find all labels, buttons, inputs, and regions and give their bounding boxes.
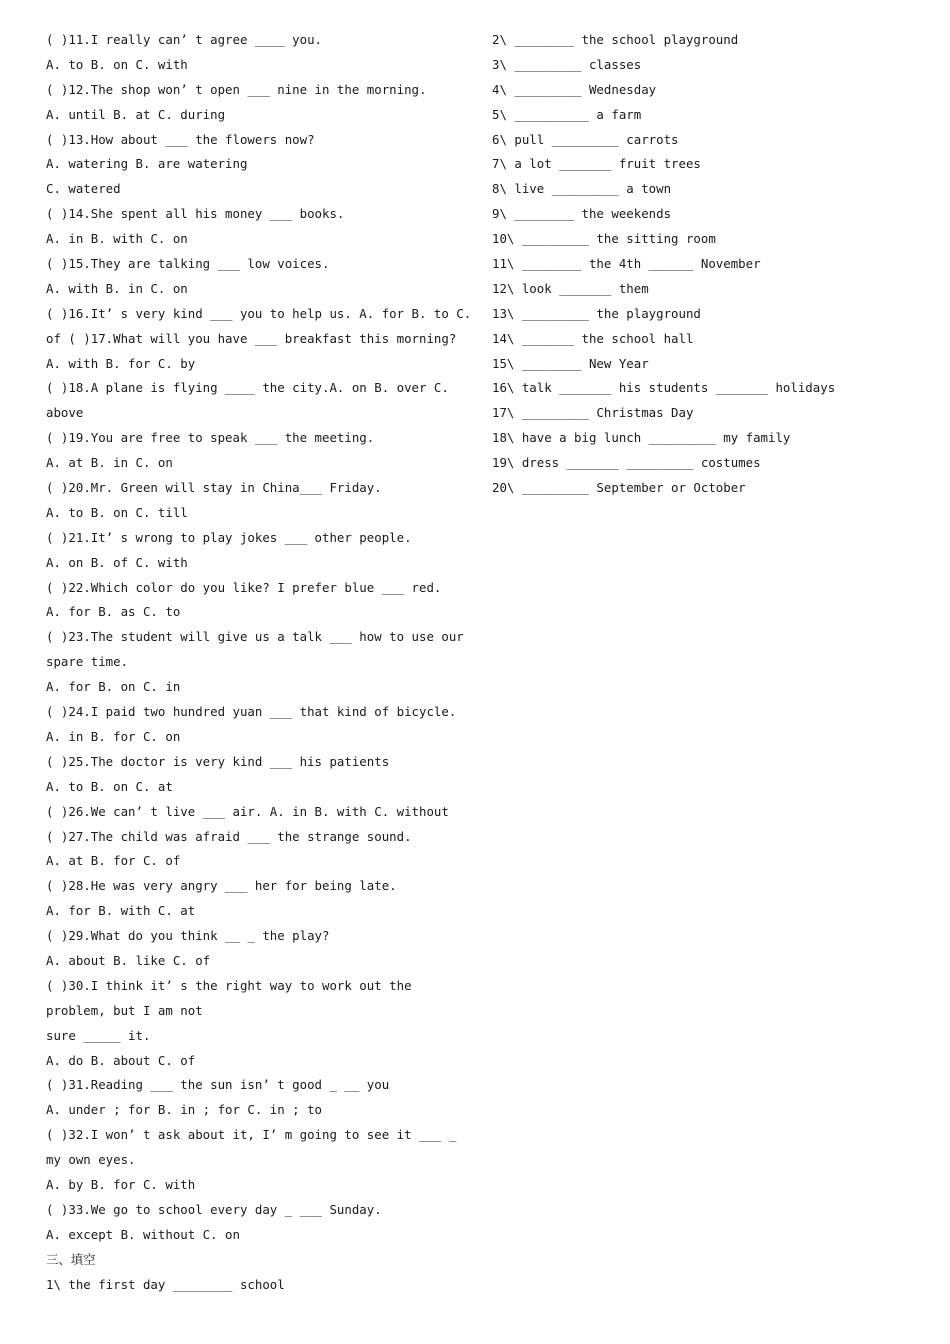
left-column-line-23: ( )22.Which color do you like? I prefer blue ___ red.	[46, 579, 442, 595]
right-column-line-8: 9\ ________ the weekends	[492, 206, 672, 222]
right-column-line-5: 6\ pull _________ carrots	[492, 131, 679, 147]
right-column-line-15: 16\ talk _______ his students _______ holidays	[492, 380, 836, 396]
left-column-line-32: ( )26.We can’ t live ___ air. A. in B. with C. without	[46, 803, 449, 819]
right-column-line-6: 7\ a lot _______ fruit trees	[492, 156, 701, 172]
left-column-line-2: A. to B. on C. with	[46, 56, 188, 72]
left-column-line-44: A. under ; for B. in ; for C. in ; to	[46, 1102, 323, 1118]
left-column-line-6: A. watering B. are watering	[46, 156, 248, 172]
left-column-line-34: A. at B. for C. of	[46, 853, 181, 869]
left-column-line-46: my own eyes.	[46, 1152, 136, 1168]
left-column-line-11: A. with B. in C. on	[46, 280, 188, 296]
right-column-line-18: 19\ dress _______ _________ costumes	[492, 455, 761, 471]
left-column-line-1: ( )11.I really can’ t agree ____ you.	[46, 32, 323, 47]
left-column-line-33: ( )27.The child was afraid ___ the strange sound.	[46, 828, 412, 844]
right-column-line-3: 4\ _________ Wednesday	[492, 81, 657, 97]
left-column	[46, 28, 472, 1297]
left-column-line-15: ( )18.A plane is flying ____ the city.A. on B. over C.	[46, 380, 449, 396]
left-column-line-35: ( )28.He was very angry ___ her for being late.	[46, 878, 397, 894]
left-column-line-40: problem, but I am not	[46, 1002, 203, 1018]
left-column-line-49: A. except B. without C. on	[46, 1226, 240, 1242]
left-column-line-16: above	[46, 405, 84, 421]
left-column-line-42: A. do B. about C. of	[46, 1052, 196, 1068]
left-column-line-43: ( )31.Reading ___ the sun isn’ t good _ __ you	[46, 1077, 390, 1093]
left-column-line-36: A. for B. with C. at	[46, 903, 196, 919]
right-column-line-9: 10\ _________ the sitting room	[492, 231, 716, 247]
left-column-line-3: ( )12.The shop won’ t open ___ nine in the morning.	[46, 81, 427, 97]
left-column-line-30: ( )25.The doctor is very kind ___ his patients	[46, 753, 390, 769]
right-column-line-1: 2\ ________ the school playground	[492, 32, 739, 47]
left-column-line-25: ( )23.The student will give us a talk ___ how to use our	[46, 629, 464, 645]
left-column-line-27: A. for B. on C. in	[46, 679, 181, 695]
left-column-line-19: ( )20.Mr. Green will stay in China___ Friday.	[46, 480, 382, 496]
right-column-line-10: 11\ ________ the 4th ______ November	[492, 256, 761, 272]
left-column-line-24: A. for B. as C. to	[46, 604, 181, 620]
right-column-line-14: 15\ ________ New Year	[492, 355, 649, 371]
left-column-line-7: C. watered	[46, 181, 121, 197]
left-column-line-26: spare time.	[46, 654, 129, 670]
right-column-line-11: 12\ look _______ them	[492, 280, 649, 296]
left-column-line-17: ( )19.You are free to speak ___ the meeting.	[46, 430, 375, 446]
left-column-line-5: ( )13.How about ___ the flowers now?	[46, 131, 315, 147]
right-column-line-4: 5\ __________ a farm	[492, 106, 642, 122]
left-column-line-31: A. to B. on C. at	[46, 778, 173, 794]
left-column-line-37: ( )29.What do you think __ _ the play?	[46, 928, 330, 944]
right-column-line-2: 3\ _________ classes	[492, 56, 642, 72]
right-column-line-17: 18\ have a big lunch _________ my family	[492, 430, 791, 446]
right-column-line-13: 14\ _______ the school hall	[492, 330, 694, 346]
left-column-line-50: 三、填空	[46, 1251, 96, 1267]
right-column-line-12: 13\ _________ the playground	[492, 305, 701, 321]
left-column-line-8: ( )14.She spent all his money ___ books.	[46, 206, 345, 222]
left-column-line-47: A. by B. for C. with	[46, 1176, 196, 1192]
right-column-line-19: 20\ _________ September or October	[492, 480, 746, 496]
left-column-line-51: 1\ the first day ________ school	[46, 1276, 285, 1292]
left-column-line-18: A. at B. in C. on	[46, 455, 173, 471]
left-column-line-38: A. about B. like C. of	[46, 952, 211, 968]
right-column-line-7: 8\ live _________ a town	[492, 181, 672, 197]
left-column-line-20: A. to B. on C. till	[46, 504, 188, 520]
left-column-line-29: A. in B. for C. on	[46, 728, 181, 744]
left-column-line-4: A. until B. at C. during	[46, 106, 226, 122]
left-column-line-9: A. in B. with C. on	[46, 231, 188, 247]
left-column-line-28: ( )24.I paid two hundred yuan ___ that kind of bicycle.	[46, 704, 457, 720]
left-column-line-13: of ( )17.What will you have ___ breakfast this morning?	[46, 330, 457, 346]
left-column-line-21: ( )21.It’ s wrong to play jokes ___ other people.	[46, 529, 412, 545]
right-column	[492, 28, 912, 501]
left-column-line-48: ( )33.We go to school every day _ ___ Sunday.	[46, 1201, 382, 1217]
left-column-line-39: ( )30.I think it’ s the right way to work out the	[46, 977, 412, 993]
left-column-line-41: sure _____ it.	[46, 1027, 151, 1043]
left-column-line-14: A. with B. for C. by	[46, 355, 196, 371]
left-column-line-10: ( )15.They are talking ___ low voices.	[46, 256, 330, 272]
left-column-line-45: ( )32.I won’ t ask about it, I’ m going to see it ___ _	[46, 1127, 457, 1143]
right-column-line-16: 17\ _________ Christmas Day	[492, 405, 694, 421]
left-column-line-22: A. on B. of C. with	[46, 554, 188, 570]
left-column-line-12: ( )16.It’ s very kind ___ you to help us. A. for B. to C.	[46, 305, 472, 321]
